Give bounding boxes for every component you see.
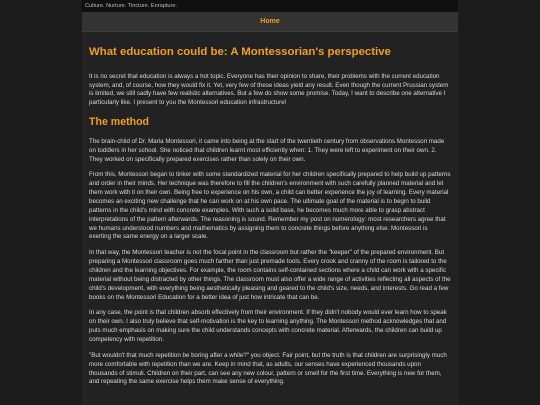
article-paragraph: From this, Montessori began to tinker with some standardized material for her children specifically prepared to help build up patterns and order in their minds. Her technique was therefore to fill the children's environment with such carefully planned material and let them work with it on their own. Being free to experience on his own, a child can better experience the joy of learning. Every material becomes an exciting new challenge that he can work on at his own pace. The ultimate goal of the material is to begin to build patterns in the child's mind with concrete examples. With such a solid base, he becomes much more able to grasp abstract interpretations of the pattern afterwards. The reasoning is sound. Remember my post on numerology: most researchers agree that we humans understood numbers and mathematics by assigning them to concrete things before anything else. Montessori is exerting the same energy on a larger scale. [89,171,451,241]
article-paragraph: The brain-child of Dr. Maria Montessori, it came into being at the start of the twentieth century from observations Montessori made on toddlers in her school. She noticed that children learnt most efficiently when: 1. They were left to experiment on their own. 2. They worked on specifically prepared exercises rather than solely on their own. [89,137,445,163]
main-nav [82,12,458,32]
site-tagline: Culture. Nurture. Tincture. Enrapture. [85,3,178,9]
article [82,32,458,387]
site-tagline-bar [82,0,458,12]
section-heading: The method [89,116,150,129]
article-paragraph: "But wouldn't that much repetition be boring after a while?" you object. Fair point, but the truth is that children are surprisingly much more comfortable with repetition than we are. Keep in mind that, as adults, our senses have experienced thousands upon thousands of stimuli. Children on their part, can see any new colour, pattern or smell for the first time. Everything is new for them, and repeating the same exercise helps them make sense of everything. [89,351,447,386]
nav-home-link[interactable]: Home [260,18,280,25]
article-title: What education could be: A Montessorian's perspective [89,46,391,58]
page-wrapper [82,0,458,405]
article-paragraph: In that way, the Montessori teacher is not the focal point in the classroom but rather the "keeper" of the prepared environment. But preparing a Montessori classroom goes much farther than just premade tools. Every crook and cranny of the room is tailored to the children and the learning objectives. For example, the room contains self-contained sections where a child can work with a specific material without being distracted by other things. The classroom must also offer a wide range of activities reflecting all aspects of the child's development, with everything being aesthetically pleasing and geared to the child's size, needs, and interests. Go read a few books on the Montessori Education for a better idea of just how intricate that can be. [89,249,451,301]
article-paragraph: In any case, the point is that children absorb effectively from their environment. If they didn't nobody would ever learn how to speak on their own. I also truly believe that self-motivation is the key to learning anything. The Montessori method acknowledges that and puts much emphasis on making sure the child understands concepts with concrete material. Afterwards, the children can build up competency with repetition. [89,309,447,344]
article-intro: It is no secret that education is always a hot topic. Everyone has their opinion to share, their problems with the current education system, and, of course, how they would fix it. Yet, very few of these ideas yield any result. Even though the current Prussian system is limited, we still sadly have few realistic alternatives. But a few do show some promise. Today, I want to describe one alternative I particularly like. I present to you the Montessori education infrastructure! [89,72,449,107]
